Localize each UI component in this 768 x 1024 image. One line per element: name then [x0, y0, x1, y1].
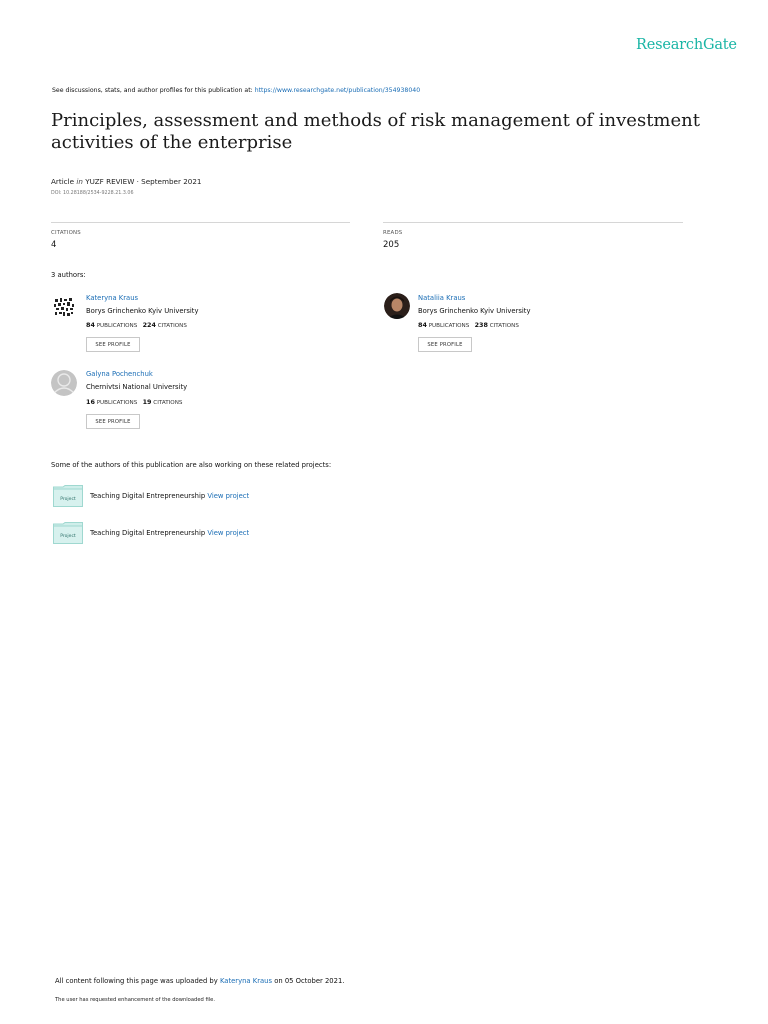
- project-title: Teaching Digital Entrepreneurship: [90, 492, 206, 500]
- citations-value: 4: [51, 240, 57, 250]
- publication-count: 84: [418, 321, 427, 329]
- project-item: [90, 529, 249, 537]
- reads-label: READS: [383, 230, 403, 236]
- publication-date: · September 2021: [136, 177, 202, 186]
- author-name-link[interactable]: Nataliia Kraus: [418, 294, 466, 302]
- project-title: Teaching Digital Entrepreneurship: [90, 529, 206, 537]
- author-stats: [86, 321, 187, 329]
- author-stats: [418, 321, 519, 329]
- default-user-icon: [51, 370, 77, 396]
- author-affiliation: Borys Grinchenko Kyiv University: [418, 307, 531, 315]
- author-name-link[interactable]: Galyna Pochenchuk: [86, 370, 153, 378]
- discussion-line: [52, 87, 420, 94]
- portrait-photo-icon: [384, 293, 410, 319]
- upload-note: [55, 977, 344, 985]
- citation-count: 238: [474, 321, 488, 329]
- doi: DOI: 10.28188/2534-9228.21.3.06: [51, 191, 134, 196]
- citations-label: CITATIONS: [157, 323, 187, 329]
- publications-label: PUBLICATIONS: [96, 323, 138, 329]
- project-item: [90, 492, 249, 500]
- related-projects-label: Some of the authors of this publication are also working on these related projects:: [51, 461, 332, 469]
- citation-count: 19: [142, 398, 152, 406]
- author-avatar[interactable]: [51, 294, 77, 320]
- article-meta: [51, 177, 201, 186]
- researchgate-logo[interactable]: ResearchGate: [636, 37, 737, 53]
- view-project-link[interactable]: View project: [207, 529, 250, 537]
- authors-label: 3 authors:: [51, 271, 86, 279]
- author-avatar[interactable]: [51, 370, 77, 396]
- publication-count: 16: [86, 398, 95, 406]
- see-profile-button[interactable]: SEE PROFILE: [86, 414, 140, 429]
- author-avatar[interactable]: [384, 293, 410, 319]
- project-folder-icon: [53, 485, 83, 507]
- uploader-link[interactable]: Kateryna Kraus: [219, 977, 273, 985]
- publications-label: PUBLICATIONS: [96, 400, 138, 406]
- publications-label: PUBLICATIONS: [428, 323, 470, 329]
- article-type: Article: [51, 177, 75, 186]
- discussion-prefix: See discussions, stats, and author profiles for this publication at:: [52, 87, 253, 94]
- journal-name: YUZF REVIEW: [85, 177, 135, 186]
- publication-url-link[interactable]: https://www.researchgate.net/publication/354938040: [254, 87, 421, 94]
- citations-label: CITATIONS: [51, 230, 81, 236]
- citations-divider: [51, 222, 350, 223]
- project-icon-label: Project: [60, 497, 76, 502]
- citations-label: CITATIONS: [153, 400, 183, 406]
- reads-divider: [383, 222, 683, 223]
- qr-pattern-avatar-icon: [51, 294, 77, 320]
- enhancement-note: The user has requested enhancement of the downloaded file.: [55, 997, 216, 1003]
- citations-label: CITATIONS: [489, 323, 519, 329]
- publication-count: 84: [86, 321, 95, 329]
- view-project-link[interactable]: View project: [207, 492, 250, 500]
- project-folder-icon: [53, 522, 83, 544]
- author-stats: [86, 398, 182, 406]
- upload-date: on 05 October 2021.: [274, 977, 345, 985]
- reads-value: 205: [383, 240, 400, 250]
- author-name-link[interactable]: Kateryna Kraus: [86, 294, 139, 302]
- upload-prefix: All content following this page was uploaded by: [55, 977, 218, 985]
- citation-count: 224: [142, 321, 156, 329]
- author-affiliation: Chernivtsi National University: [86, 383, 188, 391]
- article-in: in: [76, 177, 83, 186]
- see-profile-button[interactable]: SEE PROFILE: [86, 337, 140, 352]
- author-affiliation: Borys Grinchenko Kyiv University: [86, 307, 199, 315]
- publication-title: Principles, assessment and methods of risk management of investment activities of the enterprise: [51, 110, 700, 153]
- project-icon-label: Project: [60, 534, 76, 539]
- see-profile-button[interactable]: SEE PROFILE: [418, 337, 472, 352]
